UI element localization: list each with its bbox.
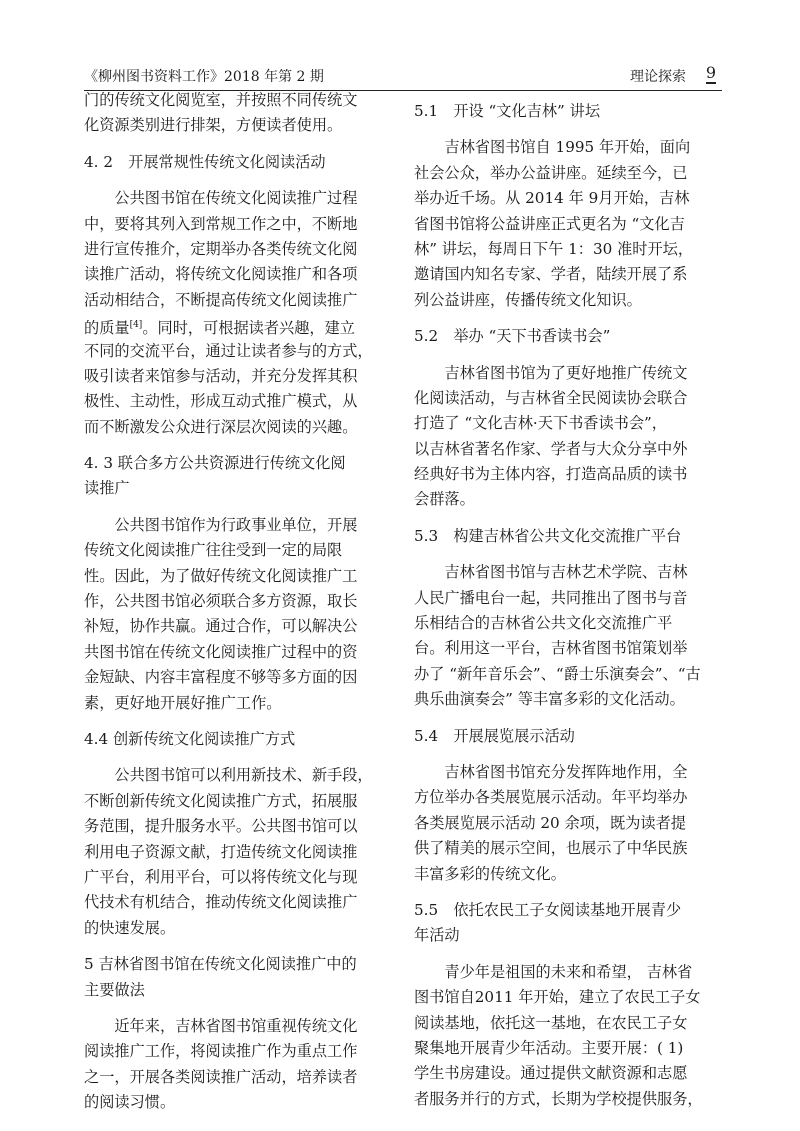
- text-line: 方位举办各类展览展示活动。年平均举办: [414, 788, 688, 807]
- text-line: 青少年是祖国的未来和希望， 吉林省: [444, 962, 693, 981]
- text-line: 年活动: [414, 926, 460, 945]
- text-line: 林” 讲坛，每周日下午 1：30 准时开坛，: [414, 239, 694, 258]
- paragraph: [84, 1014, 410, 1116]
- text-line: 之一，开展各类阅读推广活动，培养读者: [84, 1067, 358, 1086]
- text-line: 利用电子资源文献，打造传统文化阅读推: [84, 842, 358, 861]
- text-line: 4. 2 开展常规性传统文化阅读活动: [84, 152, 326, 171]
- text-line: 公共图书馆可以利用新技术、新手段，: [114, 766, 373, 785]
- text-line: 5.1 开设 “文化吉林” 讲坛: [414, 102, 601, 120]
- paragraph: [414, 361, 724, 513]
- text-line: 活动相结合，不断提高传统文化阅读推广: [84, 290, 358, 309]
- right-column: [414, 88, 724, 1112]
- text-line: 会群落。: [414, 490, 475, 509]
- paragraph: [414, 960, 724, 1112]
- paragraph: [414, 560, 724, 712]
- text-line: 5.3 构建吉林省公共文化交流推广平台: [414, 526, 682, 545]
- text-line: 吸引读者来馆参与活动，并充分发挥其积: [84, 366, 358, 385]
- text-line: 极性、主动性，形成互动式推广模式，从: [84, 392, 358, 411]
- text-line: 举办近千场。从 2014 年 9月开始，吉林: [414, 189, 690, 208]
- text-line: 吉林省图书馆与吉林艺术学院、吉林: [444, 563, 688, 582]
- section-heading: [84, 727, 410, 752]
- text-line: 办了 “新年音乐会”、“爵士乐演奏会”、“古: [414, 664, 701, 683]
- text-line: 4.4 创新传统文化阅读推广方式: [84, 729, 296, 748]
- text-line: 而不断激发公众进行深层次阅读的兴趣。: [84, 417, 358, 436]
- text-line: 近年来，吉林省图书馆重视传统文化: [114, 1016, 358, 1035]
- paragraph: [84, 763, 410, 941]
- section-heading: [414, 724, 724, 749]
- text-line: 性。因此，为了做好传统文化阅读推广工: [84, 566, 358, 585]
- text-line: 打造了 “文化吉林·天下书香读书会”，: [414, 414, 667, 433]
- text-line: 吉林省图书馆充分发挥阵地作用，全: [444, 762, 688, 781]
- text-line: 5.2 举办 “天下书香读书会”: [414, 327, 611, 346]
- text-line: 者服务并行的方式，长期为学校提供服务，: [414, 1089, 703, 1108]
- text-line: 吉林省图书馆自 1995 年开始，面向: [444, 138, 691, 157]
- text-line: 公共图书馆作为行政事业单位，开展: [114, 515, 358, 534]
- section-heading: [414, 99, 724, 124]
- text-line: 传统文化阅读推广往往受到一定的局限: [84, 541, 343, 560]
- text-line: 中，要将其列入到常规工作之中，不断地: [84, 214, 358, 233]
- page-number: 9: [705, 63, 716, 82]
- text-line: 广平台，利用平台，可以将传统文化与现: [84, 867, 358, 886]
- section-heading: [84, 451, 410, 502]
- text-line: 台。利用这一平台，吉林省图书馆策划举: [414, 639, 688, 658]
- text-line: 作，公共图书馆必须联合多方资源，取长: [84, 592, 358, 611]
- section-heading: [414, 324, 724, 349]
- paragraph: [414, 760, 724, 887]
- text-line: 聚集地开展青少年活动。主要开展：( 1): [414, 1038, 684, 1057]
- text-line: 务范围，提升服务水平。公共图书馆可以: [84, 817, 358, 836]
- left-column: [84, 88, 410, 1115]
- text-line: 5.4 开展展览展示活动: [414, 726, 575, 745]
- section-name: 理论探索: [630, 69, 686, 85]
- running-header: [84, 64, 722, 91]
- text-line: 经典好书为主体内容，打造高品质的读书: [414, 465, 688, 484]
- text-line: 图书馆自2011 年开始，建立了农民工子女: [414, 988, 701, 1007]
- text-line: 列公益讲座，传播传统文化知识。: [414, 290, 642, 309]
- section-heading: [84, 150, 410, 175]
- text-line: 吉林省图书馆为了更好地推广传统文: [444, 363, 688, 382]
- text-line: 学生书房建设。通过提供文献资源和志愿: [414, 1064, 688, 1083]
- text-line: 乐相结合的吉林省公共文化交流推广平: [414, 614, 673, 633]
- text-line: 阅读推广工作，将阅读推广作为重点工作: [84, 1042, 358, 1061]
- text-line: 主要做法: [84, 980, 145, 999]
- text-line: 以吉林省著名作家、学者与大众分享中外: [414, 439, 688, 458]
- text-line: 的质量[4]。同时，可根据读者兴趣，建立: [84, 319, 355, 338]
- text-line: 金短缺、内容丰富程度不够等多方面的因: [84, 668, 358, 687]
- section-heading: [414, 524, 724, 549]
- text-line: 5.5 依托农民工子女阅读基地开展青少: [414, 900, 682, 919]
- paragraph: [84, 186, 410, 440]
- text-line: 不断创新传统文化阅读推广方式，拓展服: [84, 791, 358, 810]
- text-line: 社会公众，举办公益讲座。延续至今，已: [414, 163, 688, 182]
- text-line: 不同的交流平台，通过让读者参与的方式，: [84, 341, 373, 360]
- text-line: 公共图书馆在传统文化阅读推广过程: [114, 189, 358, 208]
- text-line: 的快速发展。: [84, 918, 176, 937]
- text-line: 各类展览展示活动 20 余项，既为读者提: [414, 813, 686, 832]
- paragraph: [84, 513, 410, 716]
- text-line: 化资源类别进行排架，方便读者使用。: [84, 116, 343, 135]
- text-line: 化阅读活动，与吉林省全民阅读协会联合: [414, 388, 688, 407]
- paragraph: [84, 88, 410, 139]
- text-line: 省图书馆将公益讲座正式更名为 “文化吉: [414, 214, 685, 233]
- text-line: 读推广活动，将传统文化阅读推广和各项: [84, 265, 358, 284]
- section-heading: [414, 898, 724, 949]
- text-line: 5 吉林省图书馆在传统文化阅读推广中的: [84, 955, 357, 974]
- text-line: 人民广播电台一起，共同推出了图书与音: [414, 588, 688, 607]
- text-line: 门的传统文化阅览室，并按照不同传统文: [84, 91, 358, 109]
- text-line: 4. 3 联合多方公共资源进行传统文化阅: [84, 454, 346, 473]
- text-line: 阅读基地，依托这一基地，在农民工子女: [414, 1013, 688, 1032]
- text-line: 的阅读习惯。: [84, 1093, 176, 1112]
- text-line: 共图书馆在传统文化阅读推广过程中的资: [84, 642, 358, 661]
- text-line: 进行宣传推介，定期举办各类传统文化阅: [84, 239, 358, 258]
- text-line: 补短，协作共赢。通过合作，可以解决公: [84, 617, 358, 636]
- citation-marker: [4]: [129, 320, 143, 331]
- text-line: 读推广: [84, 479, 130, 498]
- text-line: 丰富多彩的传统文化。: [414, 864, 566, 883]
- text-line: 代技术有机结合，推动传统文化阅读推广: [84, 893, 358, 912]
- paragraph: [414, 135, 724, 313]
- text-line: 典乐曲演奏会” 等丰富多彩的文化活动。: [414, 690, 685, 709]
- journal-title: 《柳州图书资料工作》2018 年第 2 期: [84, 69, 324, 85]
- text-line: 邀请国内知名专家、学者，陆续开展了系: [414, 265, 688, 284]
- text-line: 素，更好地开展好推广工作。: [84, 693, 282, 712]
- text-line: 供了精美的展示空间，也展示了中华民族: [414, 839, 688, 858]
- section-heading: [84, 952, 410, 1003]
